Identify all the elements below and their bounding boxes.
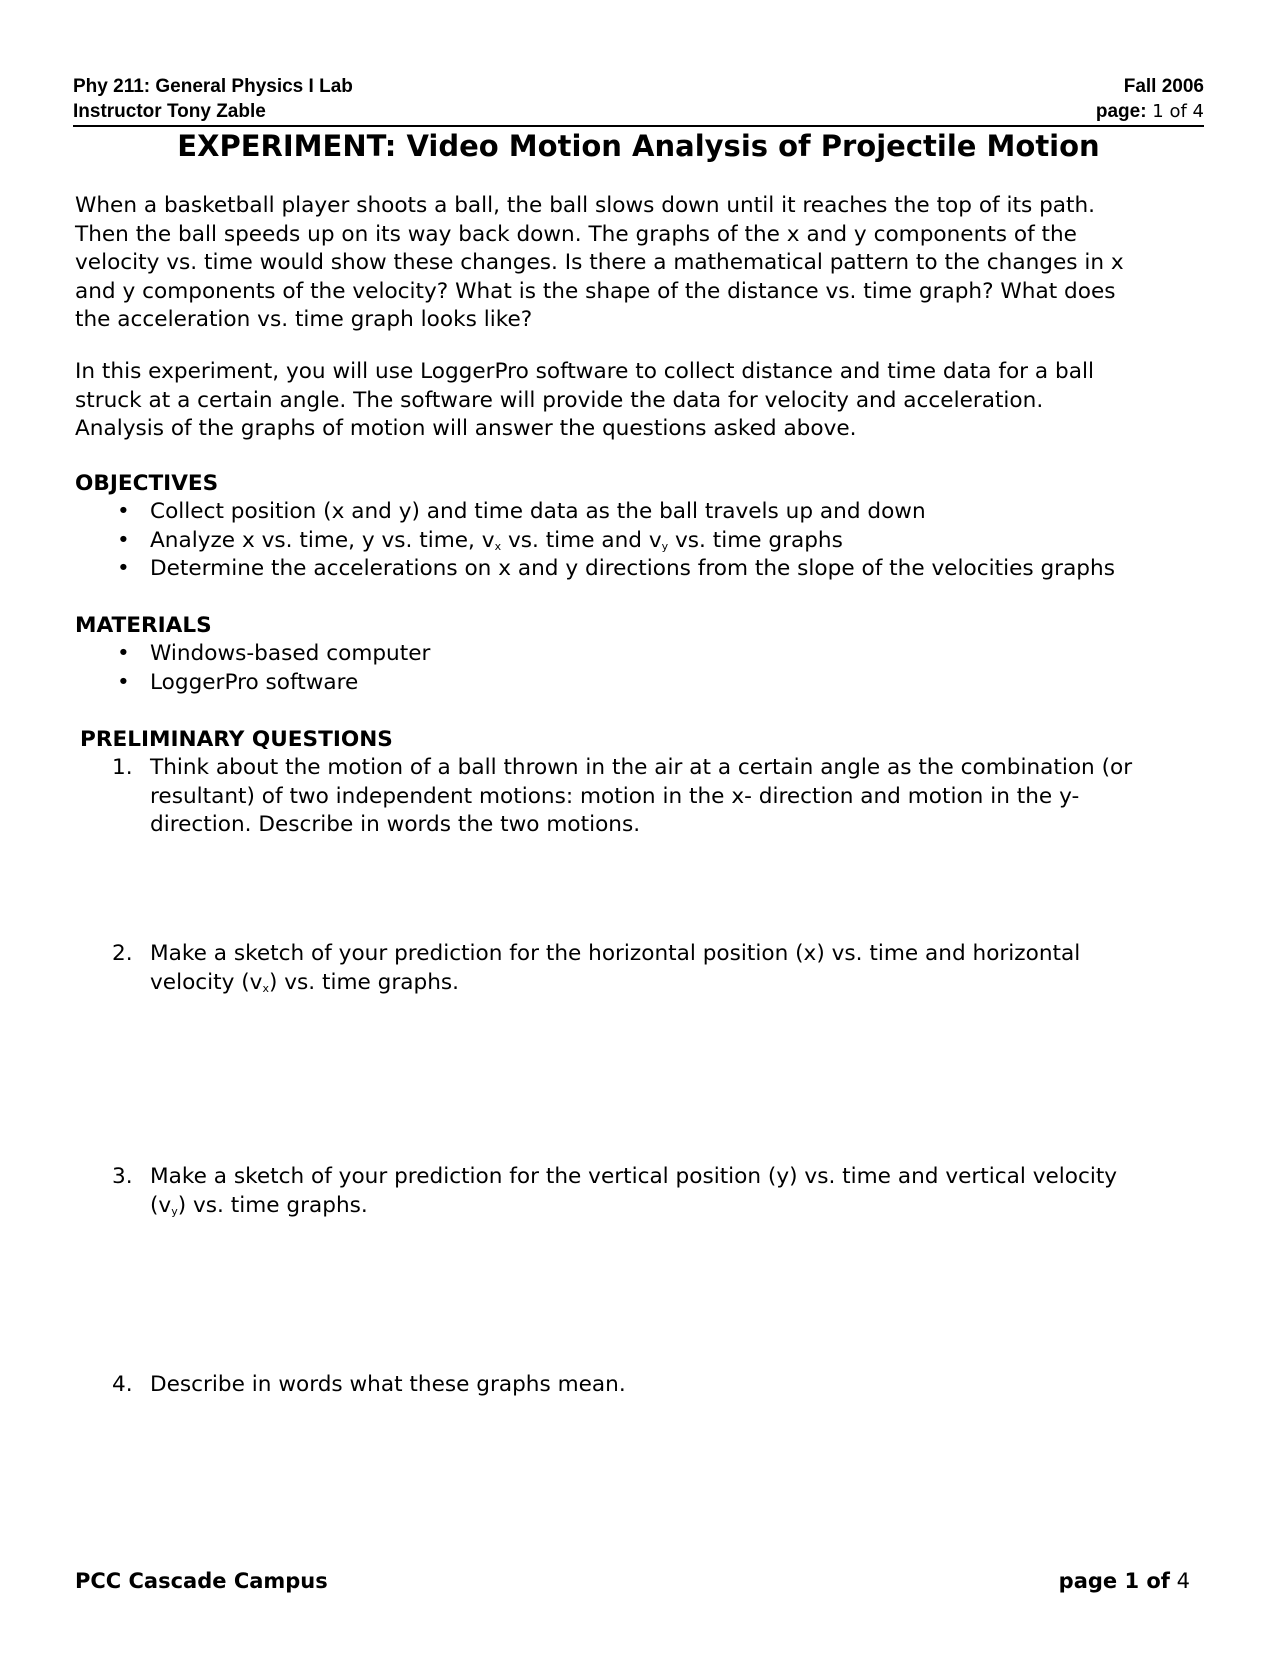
material-text: Windows-based computer [150,641,431,666]
text-line: Make a sketch of your prediction for the vertical position (y) vs. time and vertical velocity [150,1164,1118,1189]
objective-text: Collect position (x and y) and time data as the ball travels up and down [150,499,926,524]
subscript: y [661,539,669,553]
question-number: 2. [112,941,133,966]
text-line [150,1192,1215,1221]
text-fragment: ) vs. time graphs. [177,1192,368,1218]
text-line: When a basketball player shoots a ball, the ball slows down until it reaches the top of its path. [75,193,1096,218]
text-line [150,969,1215,998]
text-line: Then the ball speeds up on its way back down. The graphs of the x and y components of the [75,221,1077,247]
objectives-heading: OBJECTIVES [75,471,219,496]
text-line: struck at a certain angle. The software will provide the data for velocity and acceleration. [75,387,1044,413]
text-line: the acceleration vs. time graph looks like? [75,307,533,332]
material-text: LoggerPro software [150,669,359,695]
question-2 [75,940,1215,997]
question-text: Describe in words what these graphs mean. [150,1372,626,1397]
question-text [150,754,1215,840]
footer-page-number [1059,1567,1190,1595]
header-page-label: page: [1095,101,1147,122]
materials-list [75,640,430,697]
course-name: Phy 211: General Physics I Lab [73,76,353,97]
intro-paragraph-2 [75,358,1215,444]
list-item [75,555,1115,584]
footer-page-total: 4 [1176,1569,1190,1593]
page-header [73,74,1204,127]
question-3 [75,1163,1215,1220]
objective-text: vs. time and v [501,527,662,553]
question-number: 3. [112,1164,133,1189]
text-line: and y components of the velocity? What is the shape of the distance vs. time graph? What does [75,278,1116,304]
list-item [75,640,430,669]
question-number: 1. [112,755,133,780]
text-line: Make a sketch of your prediction for the horizontal position (x) vs. time and horizontal [150,941,1081,966]
objective-text: vs. time graphs [668,527,843,553]
text-line: Think about the motion of a ball thrown in the air at a certain angle as the combination (or [150,755,1133,780]
instructor-name: Instructor Tony Zable [73,101,266,122]
page-footer [75,1567,1190,1595]
text-line: direction. Describe in words the two motions. [150,812,641,837]
text-fragment: velocity (v [150,969,263,995]
page-title: EXPERIMENT: Video Motion Analysis of Projectile Motion [177,129,1100,163]
text-line: velocity vs. time would show these changes. Is there a mathematical pattern to the changes in x [75,250,1124,275]
list-item [75,498,1115,527]
question-text [150,940,1215,997]
text-fragment: ) vs. time graphs. [268,969,460,995]
list-item [75,669,430,698]
text-fragment: (v [150,1192,172,1218]
header-page-value: 1 of 4 [1152,101,1204,122]
question-number: 4. [112,1372,133,1397]
footer-page-prefix: page 1 of [1058,1569,1170,1593]
term: Fall 2006 [1123,76,1204,97]
campus-name: PCC Cascade Campus [75,1569,328,1593]
materials-heading: MATERIALS [75,613,212,638]
subscript: x [494,539,502,553]
subscript: y [171,1204,178,1218]
question-text [150,1163,1215,1220]
question-4 [75,1371,1215,1400]
text-line: resultant) of two independent motions: motion in the x- direction and motion in the y- [150,783,1080,809]
preliminary-questions-heading: PRELIMINARY QUESTIONS [80,727,393,752]
objectives-list [75,498,1115,584]
intro-paragraph-1 [75,192,1215,335]
text-line: Analysis of the graphs of motion will answer the questions asked above. [75,416,857,441]
question-1 [75,754,1215,840]
list-item [75,527,1115,556]
objective-text: Analyze x vs. time, y vs. time, v [150,527,495,553]
subscript: x [262,981,269,995]
header-page-number [1096,99,1204,124]
text-line: In this experiment, you will use LoggerPro software to collect distance and time data for a ball [75,359,1094,384]
objective-text: Determine the accelerations on x and y directions from the slope of the velocities graphs [150,556,1115,581]
